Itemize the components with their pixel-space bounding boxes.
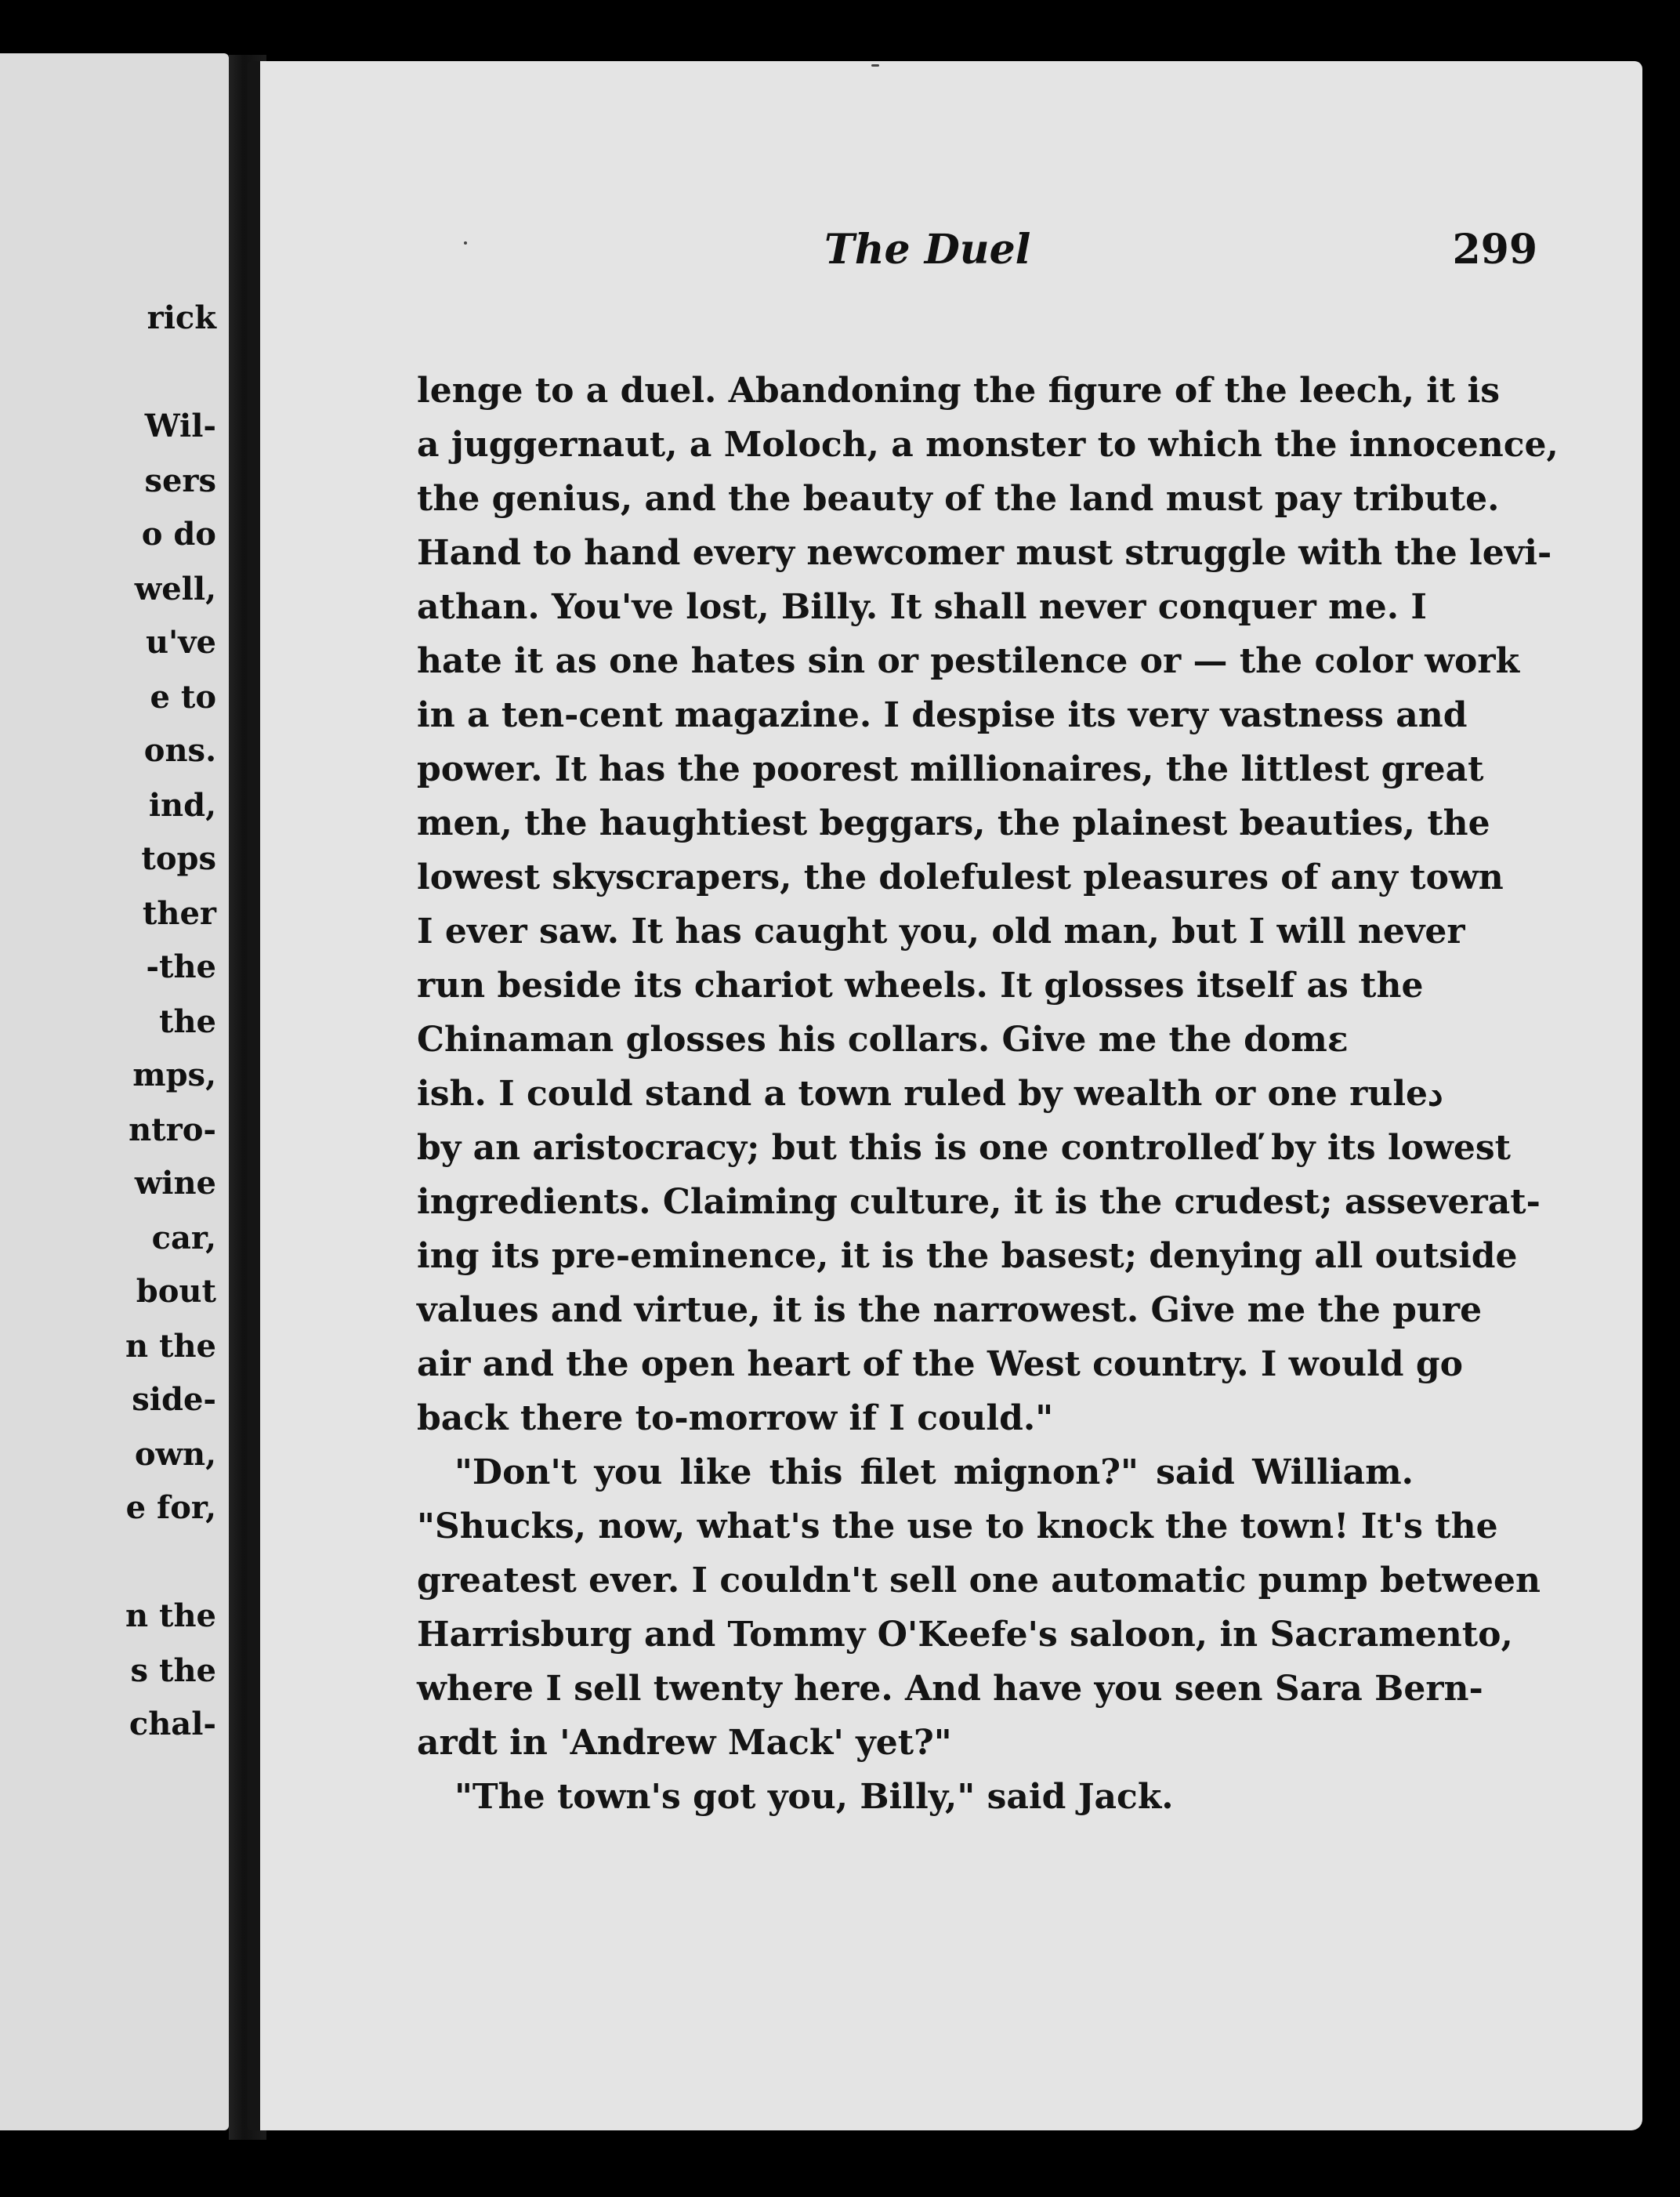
- text-line: air and the open heart of the West country. I would go: [417, 1344, 1463, 1384]
- text-line: lowest skyscrapers, the dolefulest pleasures of any town: [417, 857, 1504, 897]
- left-page-line: ntro-: [129, 1111, 216, 1148]
- running-title: The Duel: [824, 226, 1031, 274]
- text-line: a juggernaut, a Moloch, a monster to which the innocence,: [417, 425, 1559, 465]
- left-page-line: the: [158, 1003, 216, 1040]
- left-page-line: n the: [125, 1597, 216, 1634]
- left-page-line: sers: [144, 462, 216, 499]
- text-line: back there to-morrow if I could.": [417, 1398, 1054, 1438]
- text-line: by an aristocracy; but this is one controlleď by its lowest: [417, 1128, 1511, 1168]
- left-page-line: e to: [150, 679, 216, 716]
- text-line: lenge to a duel. Abandoning the figure of the leech, it is: [417, 371, 1501, 411]
- body-text: [417, 364, 1559, 1824]
- right-page: [248, 61, 1642, 2130]
- text-line: ingredients. Claiming culture, it is the crudest; asseverat-: [417, 1182, 1541, 1222]
- left-page-line: wine: [134, 1165, 216, 1202]
- text-line: ish. I could stand a town ruled by wealth or one ruleد: [417, 1074, 1443, 1114]
- left-page-line: n the: [125, 1328, 216, 1365]
- left-page-line: o do: [141, 516, 216, 553]
- scan-speck: [871, 64, 879, 67]
- text-line: ing its pre-eminence, it is the basest; denying all outside: [417, 1236, 1518, 1276]
- text-line: ardt in 'Andrew Mack' yet?": [417, 1723, 952, 1763]
- left-page-line: tops: [141, 840, 216, 877]
- text-line: greatest ever. I couldn't sell one automatic pump between: [417, 1561, 1541, 1601]
- text-line: the genius, and the beauty of the land must pay tribute.: [417, 479, 1500, 519]
- text-line: Hand to hand every newcomer must struggle with the levi-: [417, 533, 1552, 573]
- text-line: values and virtue, it is the narrowest. Give me the pure: [417, 1290, 1483, 1330]
- text-line: Chinaman glosses his collars. Give me the domε: [417, 1020, 1349, 1060]
- left-page-line: e for,: [125, 1489, 216, 1526]
- left-page-line: side-: [132, 1381, 216, 1418]
- left-page-line: rick: [147, 299, 216, 336]
- text-line: where I sell twenty here. And have you seen Sara Bern-: [417, 1669, 1483, 1709]
- text-line: I ever saw. It has caught you, old man, but I will never: [417, 912, 1465, 952]
- text-line: run beside its chariot wheels. It glosses itself as the: [417, 966, 1424, 1006]
- left-page-line: car,: [151, 1220, 216, 1256]
- left-page-line: ons.: [143, 732, 216, 769]
- text-line: power. It has the poorest millionaires, the littlest great: [417, 749, 1484, 789]
- left-page-line: -the: [146, 948, 216, 985]
- left-page-line: own,: [134, 1436, 216, 1473]
- text-line: hate it as one hates sin or pestilence or — the color work: [417, 641, 1520, 681]
- left-page-line: ther: [142, 895, 216, 932]
- text-line: athan. You've lost, Billy. It shall never conquer me. I: [417, 587, 1427, 627]
- left-page-line: s the: [130, 1652, 216, 1689]
- text-line: men, the haughtiest beggars, the plainest beauties, the: [417, 803, 1490, 843]
- left-page-line: mps,: [132, 1057, 216, 1093]
- page-number: 299: [1452, 226, 1537, 274]
- text-line: in a ten-cent magazine. I despise its very vastness and: [417, 695, 1468, 735]
- text-line: "Don't you like this filet mignon?" said William.: [454, 1452, 1414, 1492]
- left-page-line: bout: [136, 1273, 216, 1310]
- left-page-line: chal-: [129, 1706, 216, 1742]
- left-page: [0, 53, 229, 2130]
- text-line: "The town's got you, Billy," said Jack.: [454, 1777, 1174, 1817]
- left-page-line: ind,: [148, 787, 216, 824]
- text-line: "Shucks, now, what's the use to knock the town! It's the: [417, 1506, 1498, 1546]
- left-page-line: u've: [145, 624, 216, 661]
- text-line: Harrisburg and Tommy O'Keefe's saloon, in Sacramento,: [417, 1615, 1513, 1655]
- left-page-line: Wil-: [144, 408, 216, 444]
- left-page-line: well,: [134, 571, 216, 607]
- page-header: [260, 226, 1642, 288]
